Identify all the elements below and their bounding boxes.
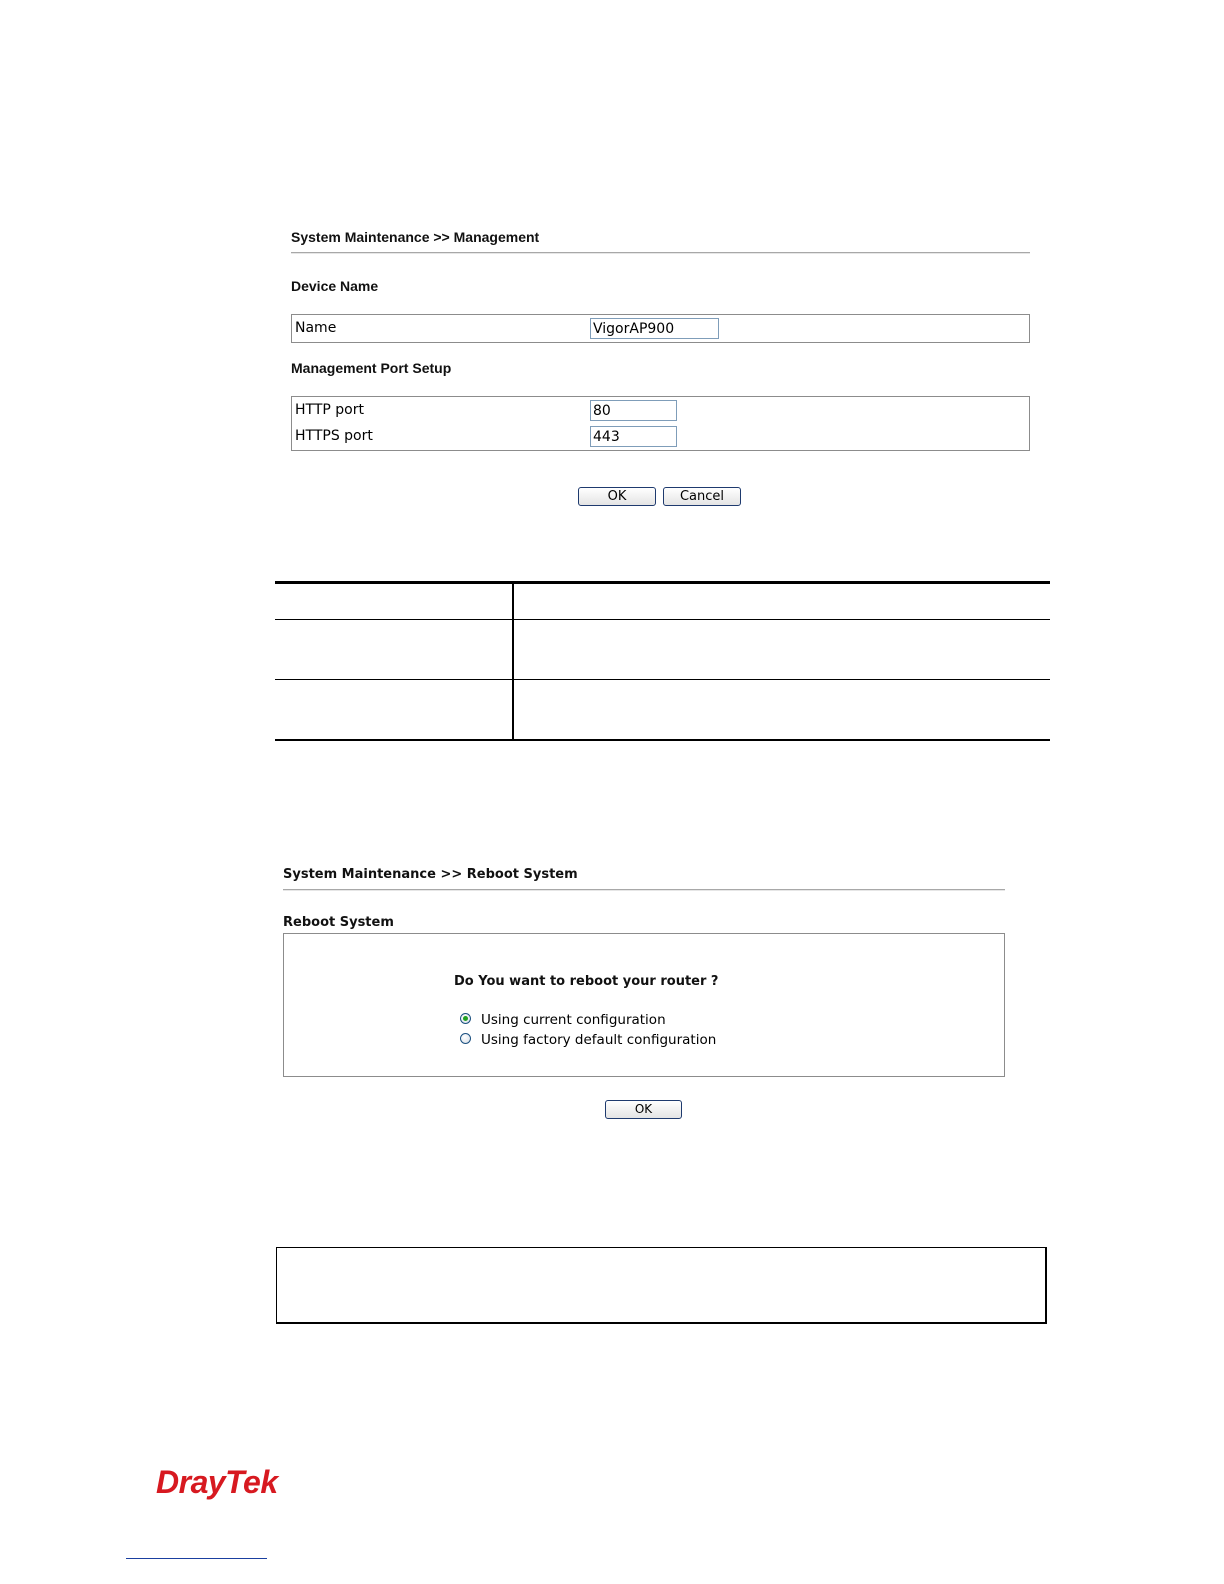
table-top-rule [275,581,1050,584]
ok-button[interactable]: OK [578,487,656,506]
reboot-section-heading: Reboot System [283,915,394,930]
reboot-box [283,933,1005,1077]
cancel-button[interactable]: Cancel [663,487,741,506]
https-port-label: HTTPS port [295,428,373,444]
reboot-question: Do You want to reboot your router ? [454,974,719,989]
name-label: Name [295,320,337,336]
table-row-rule [275,679,1050,680]
radio-current-config-label: Using current configuration [481,1012,666,1028]
management-breadcrumb: System Maintenance >> Management [291,229,540,245]
https-port-input[interactable] [590,426,677,447]
draytek-logo: DrayTek [156,1464,278,1500]
device-name-heading: Device Name [291,278,379,294]
radio-factory-default-label: Using factory default configuration [481,1032,717,1048]
table-column-divider [512,583,514,740]
reboot-ok-button[interactable]: OK [605,1100,682,1119]
breadcrumb-divider [291,252,1030,254]
table-header-rule [275,619,1050,620]
table-bottom-rule [275,739,1050,741]
reboot-breadcrumb-divider [283,889,1005,891]
note-box [276,1247,1047,1324]
http-port-input[interactable] [590,400,677,421]
radio-factory-default[interactable] [460,1033,471,1044]
radio-current-config[interactable] [460,1013,471,1024]
footer-rule [126,1558,267,1559]
http-port-label: HTTP port [295,402,364,418]
name-input[interactable] [590,318,719,339]
reboot-breadcrumb: System Maintenance >> Reboot System [283,867,578,882]
port-setup-heading: Management Port Setup [291,360,452,376]
